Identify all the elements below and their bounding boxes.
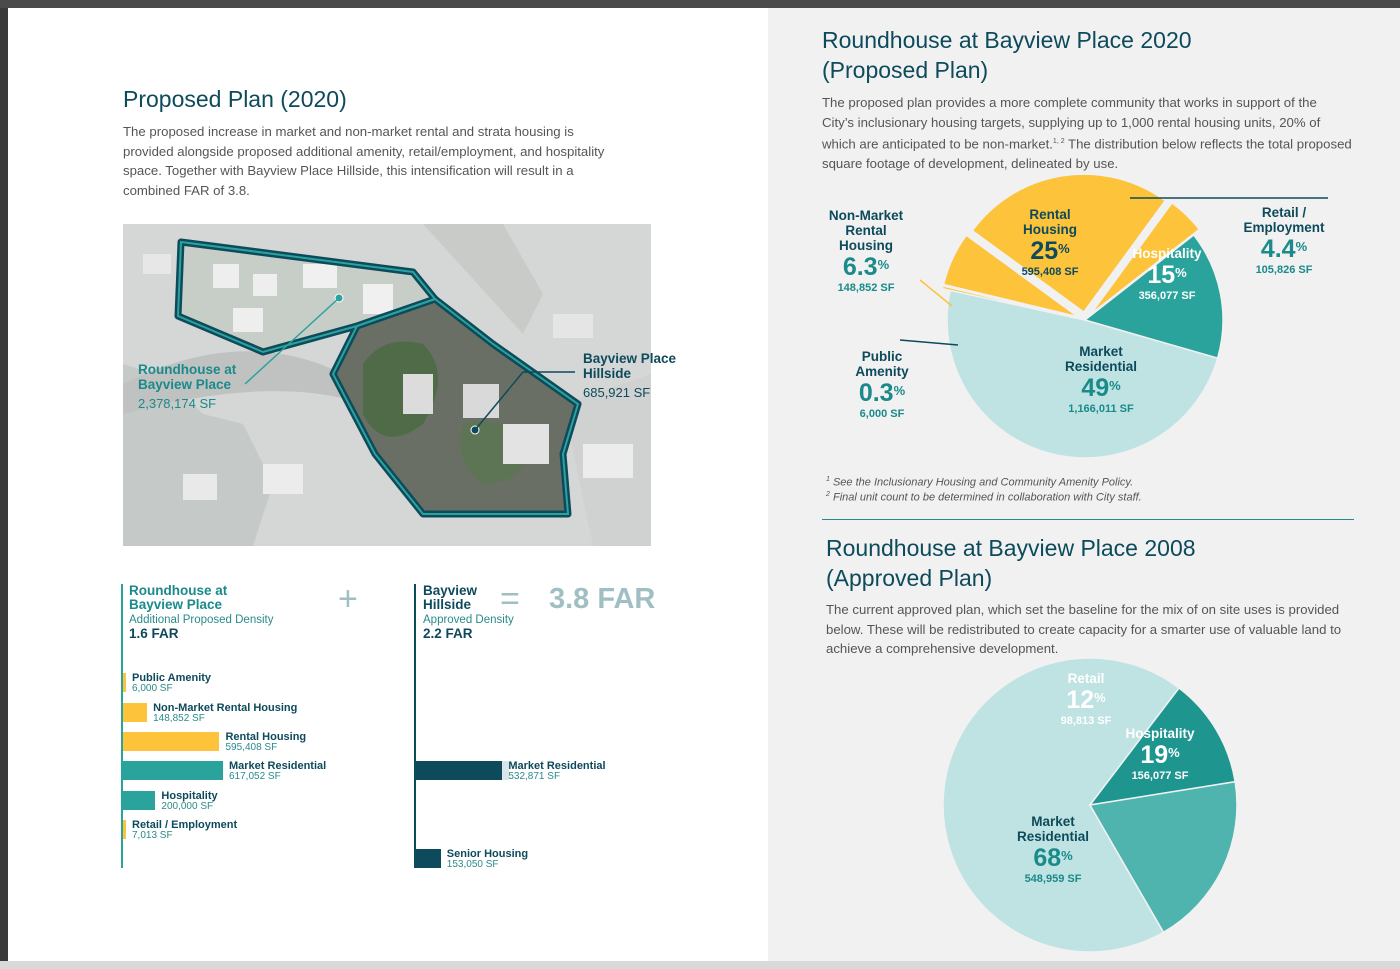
viewer-bottom-bar (0, 961, 1400, 969)
slice-name: Retail (1067, 671, 1105, 686)
section-divider (822, 519, 1354, 520)
slice-sf: 6,000 SF (859, 408, 905, 420)
slice-sf: 148,852 SF (837, 282, 895, 294)
roundhouse-density-far: 1.6 FAR (129, 626, 179, 641)
hillside-density-far: 2.2 FAR (423, 626, 473, 641)
roundhouse-bar-hospitality (123, 791, 155, 810)
proposed-plan-intro: The proposed increase in market and non-market rental and strata housing is provided alongside proposed additional amenity, retail/employment, and hospitality space. Together with Bayview Place Hillside, this intensification will result in a combined FAR of 3.8. (123, 124, 605, 198)
slice-sf: 105,826 SF (1255, 264, 1313, 276)
title-2008-line2: (Approved Plan) (826, 565, 993, 591)
roundhouse-bar-sf-retail-employment: 7,013 SF (132, 830, 173, 841)
slice-sf: 595,408 SF (1021, 266, 1079, 278)
footnote-2: $^2$ Final unit count to be determined in collaboration with City staff. (826, 491, 1142, 504)
hillside-density-line (414, 584, 416, 868)
roundhouse-bar-label-market-residential: Market Residential (229, 760, 327, 772)
hillside-bar-label-market-residential: Market Residential (508, 760, 606, 772)
pie-2020-label-non-market-rental-housing (816, 208, 916, 296)
slice-name: Rental Housing (1023, 207, 1077, 237)
roundhouse-bar-label-public-amenity: Public Amenity (132, 672, 212, 684)
hillside-bar-sf-senior-housing: 153,050 SF (446, 859, 499, 870)
viewer-top-bar (0, 0, 1400, 8)
roundhouse-bar-sf-public-amenity: 6,000 SF (132, 683, 173, 694)
title-2020-line1: Roundhouse at Bayview Place 2020 (822, 27, 1192, 53)
pie-2020-label-rental-housing (1000, 207, 1100, 280)
roundhouse-bar-label-retail-employment: Retail / Employment (132, 819, 238, 831)
total-far: 3.8 FAR (549, 583, 656, 615)
slice-percent: 19% (1140, 741, 1180, 769)
hillside-density-title: Bayview Hillside (423, 583, 478, 612)
slice-name: Retail / Employment (1243, 205, 1325, 235)
slice-name: Public Amenity (855, 349, 909, 379)
roundhouse-bar-sf-rental-housing: 595,408 SF (225, 742, 278, 753)
intro-2020-footnote-ref: 1, 2 (1052, 138, 1065, 145)
pie-2020-label-retail-employment (1234, 205, 1334, 278)
slice-percent: 15% (1147, 261, 1187, 289)
title-2020-line2: (Proposed Plan) (822, 57, 989, 83)
map-sf-hillside: 685,921 SF (583, 385, 651, 400)
hillside-bar-market-residential (416, 761, 509, 780)
slice-percent: 6.3% (842, 253, 890, 281)
slice-percent: 12% (1066, 686, 1106, 714)
map-label-roundhouse: Roundhouse at Bayview Place (138, 362, 237, 392)
roundhouse-bar-label-rental-housing: Rental Housing (225, 731, 307, 743)
pie-2008-label-hospitality (1110, 726, 1210, 784)
roundhouse-bar-label-hospitality: Hospitality (161, 790, 218, 802)
map-label-hillside: Bayview Place Hillside (583, 351, 677, 381)
hillside-bar-sf-market-residential: 532,871 SF (508, 771, 561, 782)
slice-sf: 156,077 SF (1131, 770, 1189, 782)
equals-sign: = (500, 580, 520, 618)
slice-sf: 356,077 SF (1138, 290, 1196, 302)
roundhouse-bar-sf-hospitality: 200,000 SF (161, 801, 214, 812)
title-2008-line1: Roundhouse at Bayview Place 2008 (826, 535, 1196, 561)
slice-percent: 25% (1030, 237, 1070, 265)
roundhouse-bar-rental-housing (123, 732, 219, 751)
map-sf-roundhouse: 2,378,174 SF (138, 396, 217, 411)
proposed-plan-title: Proposed Plan (2020) (123, 86, 347, 112)
slice-sf: 1,166,011 SF (1068, 403, 1134, 415)
intro-2020: The proposed plan provides a more complete community that works in support of the City’s inclusionary housing targets, supplying up to 1,000 rental housing units, 20% of which are anticipated to be non-market.$^{1, 2}$ The distribution below reflects the total proposed square footage of development, delineated by use. (822, 95, 1352, 171)
roundhouse-bar-label-non-market-rental-housing: Non-Market Rental Housing (153, 702, 298, 714)
roundhouse-bar-sf-non-market-rental-housing: 148,852 SF (153, 713, 205, 724)
slice-name: Market Residential (1064, 344, 1138, 374)
roundhouse-bar-sf-market-residential: 617,052 SF (229, 771, 281, 782)
pie-2020-label-public-amenity (832, 349, 932, 422)
slice-name: Non-Market Rental Housing (828, 208, 904, 253)
slice-sf: 548,959 SF (1024, 873, 1082, 885)
slice-name: Hospitality (1125, 726, 1195, 741)
slice-percent: 0.3% (858, 379, 906, 407)
pie-2020-label-hospitality (1117, 246, 1217, 304)
slice-name: Hospitality (1132, 246, 1202, 261)
roundhouse-density-title: Roundhouse at Bayview Place (129, 583, 228, 612)
footnote-1: $^1$ See the Inclusionary Housing and Community Amenity Policy. (826, 476, 1134, 489)
roundhouse-bar-market-residential (123, 761, 223, 780)
roundhouse-bar-public-amenity (123, 673, 126, 692)
pie-2008-label-market-residential (993, 814, 1113, 887)
hillside-bar-label-senior-housing: Senior Housing (446, 848, 529, 860)
pie-2008-label-retail (1046, 671, 1126, 729)
slice-percent: 68% (1033, 844, 1073, 872)
roundhouse-density-subtitle: Additional Proposed Density (129, 614, 274, 626)
plus-sign: + (338, 580, 358, 618)
slice-percent: 49% (1081, 374, 1121, 402)
slice-name: Market Residential (1016, 814, 1090, 844)
roundhouse-bar-retail-employment (123, 820, 126, 839)
pie-2020-label-market-residential (1041, 344, 1161, 417)
hillside-density-subtitle: Approved Density (423, 614, 514, 626)
slice-sf: 98,813 SF (1060, 715, 1112, 727)
hillside-bar-senior-housing (416, 849, 441, 868)
intro-2008: The current approved plan, which set the baseline for the mix of on site uses is provided below. These will be redistributed to create capacity for a smarter use of valuable land to achieve a comprehensive development. (826, 602, 1342, 656)
roundhouse-bar-non-market-rental-housing (123, 703, 147, 722)
slice-percent: 4.4% (1260, 235, 1308, 263)
